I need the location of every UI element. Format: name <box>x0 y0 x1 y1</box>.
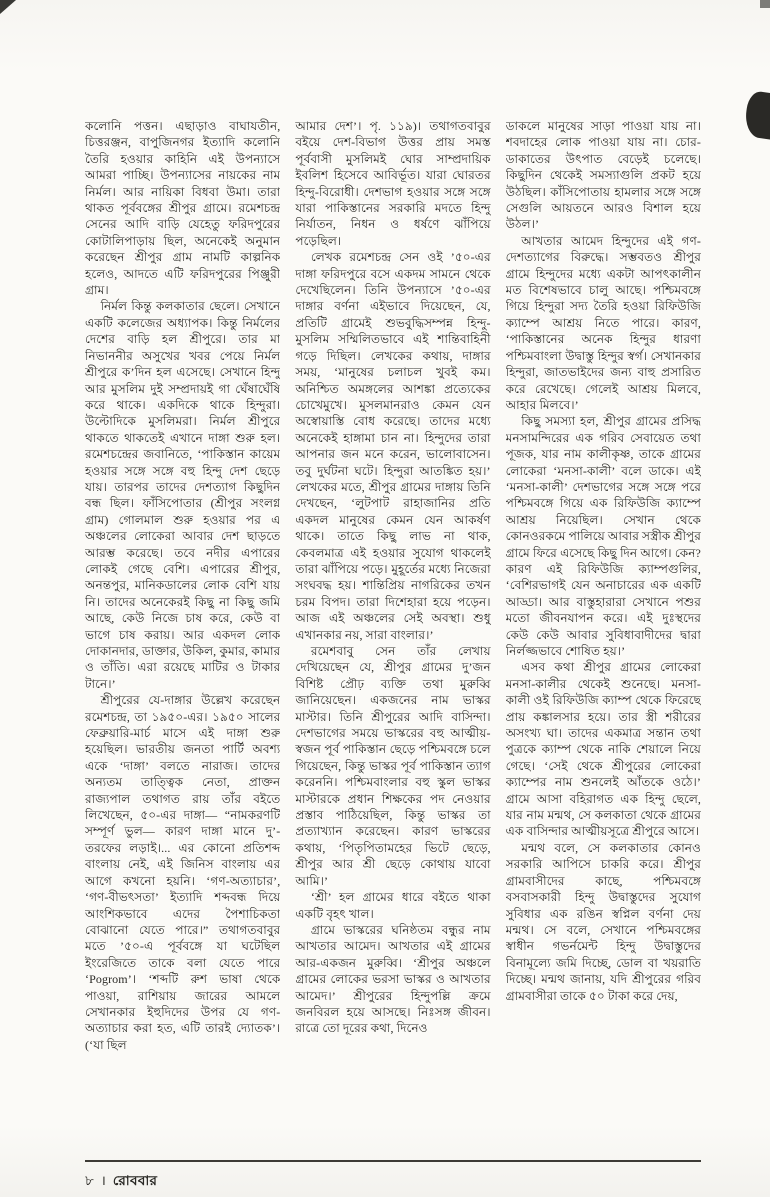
page-footer <box>85 1160 701 1193</box>
article-body <box>85 118 701 1160</box>
paragraph: কিছু সমস্যা হল, শ্রীপুর গ্রামের প্রসিদ্ধ মনসামন্দিরের এক গরিব সেবায়েত তথা পূজক, যার নাম কালীকৃষ্ণ, তাকে গ্রামের লোকেরা ‘মনসা-কালী’ বলে ডাকে। এই ‘মনসা-কালী’ দেশভাগের সঙ্গে সঙ্গে পরে পশ্চিমবঙ্গে গিয়ে এক রিফিউজি ক্যাম্পে আশ্রয় নিয়েছিল। সেখান থেকে কোনওরকমে পালিয়ে আবার সস্ত্রীক শ্রীপুর গ্রামে ফিরে এসেছে কিছু দিন আগে। কেন? কারণ এই রিফিউজি ক্যাম্পগুলির, ‘বেশিরভাগই যেন অনাচারের এক একটি আড্ডা। আর বাস্তুহারারা সেখানে পশুর মতো জীবনযাপন করে। এই দুঃস্থদের কেউ কেউ আবার সুবিধাবাদীদের দ্বারা নির্লজ্জভাবে শোষিত হয়।’ <box>505 414 701 658</box>
paragraph: রমেশবাবু সেন তাঁর লেখায় দেখিয়েছেন যে, শ্রীপুর গ্রামের দু’জন বিশিষ্ট প্রৌঢ় ব্যক্তি তথা মুরুব্বি জানিয়েছেন। একজনের নাম ভাস্কর মাস্টার। তিনি শ্রীপুরের আদি বাসিন্দা। দেশভাগের সময়ে ভাস্করের বহু আত্মীয়-স্বজন পূর্ব পাকিস্তান ছেড়ে পশ্চিমবঙ্গে চলে গিয়েছেন, কিন্তু ভাস্কর পূর্ব পাকিস্তান ত্যাগ করেননি। পশ্চিমবাংলার বহু স্কুল ভাস্কর মাস্টারকে প্রধান শিক্ষকের পদ নেওয়ার প্রস্তাব পাঠিয়েছিল, কিন্তু ভাস্কর তা প্রত্যাখ্যান করেছেন। কারণ ভাস্করের কথায়, ‘পিতৃপিতামহের ভিটে ছেড়ে, শ্রীপুর আর শ্রী ছেড়ে কোথায় যাবো আমি।’ <box>295 644 491 888</box>
folio <box>85 1170 701 1193</box>
paragraph: কলোনি পত্তন। এছাড়াও বাঘাযতীন, চিত্তরঞ্জন, বাপুজিনগর ইত্যাদি কলোনি তৈরি হওয়ার কাহিনি এই উপন্যাসে আমরা পাচ্ছি। উপন্যাসের নায়কের নাম নির্মল। আর নায়িকা বিধবা উমা। তারা থাকত পূর্ববঙ্গের শ্রীপুর গ্রামে। রমেশচন্দ্র সেনের আদি বাড়ি যেহেতু ফরিদপুরের কোটালিপাড়ায় ছিল, অনেকেই অনুমান করেছেন শ্রীপুর গ্রাম নামটি কাল্পনিক হলেও, আদতে এটি ফরিদপুরের পিঞ্জুরী গ্রাম। <box>85 119 281 298</box>
paragraph: আখতার আমেদ হিন্দুদের এই গণ-দেশত্যাগের বিরুদ্ধে। সম্ভবতও শ্রীপুর গ্রামে হিন্দুদের মধ্যে একটা আপৎকালীন মত বিশেষভাবে চালু আছে। পশ্চিমবঙ্গে গিয়ে হিন্দুরা সদ্য তৈরি হওয়া রিফিউজি ক্যাম্পে আশ্রয় নিতে পারে। কারণ, ‘পাকিস্তানের অনেক হিন্দুর ধারণা পশ্চিমবাংলা উদ্বাস্তু হিন্দুর স্বর্গ। সেখানকার হিন্দুরা, জাতভাইদের জন্য বাহু প্রসারিত করে রেখেছে। গেলেই আশ্রয় মিলবে, আহার মিলবে।’ <box>505 233 701 412</box>
text-column-3 <box>506 118 701 1160</box>
page-number: ৮ <box>85 1172 94 1188</box>
paragraph: ‘শ্রী’ হল গ্রামের ধারে বইতে থাকা একটি বৃহৎ খাল। <box>295 890 491 921</box>
paragraph: শ্রীপুরের যে-দাঙ্গার উল্লেখ করেছেন রমেশচন্দ্র, তা ১৯৫০-এর। ১৯৫০ সালের ফেব্রুয়ারি-মার্চ মাসে এই দাঙ্গা শুরু হয়েছিল। ভারতীয় জনতা পার্টি অবশ্য একে ‘দাঙ্গা’ বলতে নারাজ। তাদের অন্যতম তাত্ত্বিক নেতা, প্রাক্তন রাজ্যপাল তথাগত রায় তাঁর বইতে লিখেছেন, ৫০-এর দাঙ্গা— “নামকরণটি সম্পূর্ণ ভুল— কারণ দাঙ্গা মানে দু’-তরফের লড়াই।... এর কোনো প্রতিশব্দ বাংলায় নেই, এই জিনিস বাংলায় এর আগে কখনো হয়নি। ‘গণ-অত্যাচার’, ‘গণ-বীভৎসতা’ ইত্যাদি শব্দবন্ধ দিয়ে আংশিকভাবে এদের পৈশাচিকতা বোঝানো যেতে পারে।” তথাগতবাবুর মতে ’৫০-এ পূর্ববঙ্গে যা ঘটেছিল ইংরেজিতে তাকে বলা যেতে পারে ‘Pogrom’। ‘শব্দটি রুশ ভাষা থেকে পাওয়া, রাশিয়ায় জারের আমলে সেখানকার ইহুদিদের উপর যে গণ-অত্যাচার করা হত, এটি তারই দ্যোতক’। (‘যা ছিল <box>85 693 281 1052</box>
scan-artifact-top-left <box>0 0 16 14</box>
paragraph: লেখক রমেশচন্দ্র সেন ওই ’৫০-এর দাঙ্গা ফরিদপুরে বসে একদম সামনে থেকে দেখেছিলেন। তিনি উপন্যাসে ’৫০-এর দাঙ্গার বর্ণনা এইভাবে দিয়েছেন, যে, প্রতিটি গ্রামেই শুভবুদ্ধিসম্পন্ন হিন্দু-মুসলিম সম্মিলিতভাবে এই শান্তিবাহিনী গড়ে দিছিল। লেখকের কথায়, দাঙ্গার সময়, ‘মানুষের চলাচল খুবই কম। অনিশ্চিত অমঙ্গলের আশঙ্কা প্রত্যেকের চোখেমুখে। মুসলমানরাও কেমন যেন অস্বোয়াস্তি বোধ করেছে। তাদের মধ্যে অনেকেই হাঙ্গামা চান না। হিন্দুদের তারা আপনার জন মনে করেন, ভালোবাসেন। তবু দুর্ঘটনা ঘটে। হিন্দুরা আতঙ্কিত হয়।’ লেখকের মতে, শ্রীপুর গ্রামের দাঙ্গায় তিনি দেখছেন, ‘লুটপাট রাহাজানির প্রতি একদল মানুষের কেমন যেন আকর্ষণ থাকে। তাতে কিছু লাভ না থাক, কেবলমাত্র এই হওয়ার সুযোগ থাকলেই তারা ঝাঁপিয়ে পড়ে। মুহূর্তের মধ্যে নিজেরা সংঘবদ্ধ হয়। শান্তিপ্রিয় নাগরিকের তখন চরম বিপদ। তারা দিশেহারা হয়ে পড়েন। আজ এই অঞ্চলের সেই অবস্থা। শুধু এখানকার নয়, সারা বাংলার।’ <box>295 250 491 642</box>
scan-artifact-right-edge <box>743 90 770 140</box>
text-column-2 <box>295 118 490 1160</box>
paragraph: ডাকলে মানুষের সাড়া পাওয়া যায় না। শবদাহের লোক পাওয়া যায় না। চোর-ডাকাতের উৎপাত বেড়েই চলেছে। কিছুদিন থেকেই সমস্যাগুলি প্রকট হয়ে উঠছিল। কাঁসিপোতায় হামলার সঙ্গে সঙ্গে সেগুলি আয়তনে আরও বিশাল হয়ে উঠল।’ <box>505 119 701 232</box>
publication-name: রোববার <box>112 1172 158 1188</box>
paragraph: এসব কথা শ্রীপুর গ্রামের লোকেরা মনসা-কালীর থেকেই শুনেছে। মনসা-কালী ওই রিফিউজি ক্যাম্প থেকে ফিরেছে প্রায় কঙ্কালসার হয়ে। তার স্ত্রী শরীরের অসংখ্য ঘা। তাদের একমাত্র সন্তান তথা পুত্রকে ক্যাম্প থেকে নাকি শেয়ালে নিয়ে গেছে। ‘সেই থেকে শ্রীপুরের লোকেরা ক্যাম্পের নাম শুনলেই আঁতকে ওঠে।’ গ্রামে আসা বহিরাগত এক হিন্দু ছেলে, যার নাম মন্মথ, সে কলকাতা থেকে গ্রামের এক বাসিন্দার আত্মীয়সূত্রে শ্রীপুরে আসে। <box>505 660 701 839</box>
paragraph: গ্রামে ভাস্করের ঘনিষ্ঠতম বন্ধুর নাম আখতার আমেদ। আখতার এই গ্রামের আর-একজন মুরুব্বি। ‘শ্রীপুর অঞ্চলে গ্রামের লোকের ভরসা ভাস্কর ও আখতার আমেদ।’ শ্রীপুরের হিন্দুপল্লি ক্রমে জনবিরল হয়ে আসছে। নিঃসঙ্গ জীবন। রাত্রে তো দূরের কথা, দিনেও <box>295 922 491 1036</box>
text-column-1 <box>85 118 280 1160</box>
footer-separator: । <box>100 1172 106 1188</box>
scan-artifact-top-right-corner <box>760 0 770 8</box>
paragraph: মন্মথ বলে, সে কলকাতার কোনও সরকারি আপিসে চাকরি করে। শ্রীপুর গ্রামবাসীদের কাছে, পশ্চিমবঙ্গে বসবাসকারী হিন্দু উদ্বাস্তুদের সুযোগ সুবিধার এক রঙিন স্বপ্নিল বর্ণনা দেয় মন্মথ। সে বলে, সেখানে পশ্চিমবঙ্গের স্বাধীন গভর্নমেন্ট হিন্দু উদ্বাস্তুদের বিনামূল্যে জমি দিচ্ছে, ডোল বা খয়রাতি দিচ্ছে। মন্মথ জানায়, যদি শ্রীপুরের গরিব গ্রামবাসীরা তাকে ৫০ টাকা করে দেয়, <box>505 840 701 1003</box>
footer-rule <box>85 1160 701 1162</box>
paragraph: আমার দেশ’। পৃ. ১১৯)। তথাগতবাবুর বইয়ে দেশ-বিভাগ উত্তর প্রায় সমস্ত পূর্ববাসী মুসলিমই ঘোর সাম্প্রদায়িক ইবলিশ হিসেবে আবির্ভূত। যারা ঘোরতর হিন্দু-বিরোধী। দেশভাগ হওয়ার সঙ্গে সঙ্গে যারা পাকিস্তানের সরকারি মদতে হিন্দু নির্যাতন, নিধন ও ধর্ষণে ঝাঁপিয়ে পড়েছিল। <box>295 119 491 248</box>
paragraph: নির্মল কিন্তু কলকাতার ছেলে। সেখানে একটি কলেজের অধ্যাপক। কিন্তু নির্মলের দেশের বাড়ি হল শ্রীপুরে। তার মা নিভাননীর অসুখের খবর পেয়ে নির্মল শ্রীপুরে ক’দিন হল এসেছে। সেখানে হিন্দু আর মুসলিম দুই সম্প্রদায়ই গা ঘেঁষাঘেঁষি করে থাকে। একদিকে থাকে হিন্দুরা। উল্টোদিকে মুসলিমরা। নির্মল শ্রীপুরে থাকতে থাকতেই এখানে দাঙ্গা শুরু হল। রমেশচন্দ্রের জবানিতে, ‘পাকিস্তান কায়েম হওয়ার সঙ্গে সঙ্গে বহু হিন্দু দেশ ছেড়ে যায়। তারপর তাদের দেশত্যাগ কিছুদিন বন্ধ ছিল। ফাঁসিপোতার (শ্রীপুর সংলগ্ন গ্রাম) গোলমাল শুরু হওয়ার পর এ অঞ্চলের লোকেরা আবার দেশ ছাড়তে আরম্ভ করেছে। তবে নদীর এপারের লোকই গেছে বেশি। এপারের শ্রীপুর, অনন্তপুর, মানিকডালের লোক বেশি যায় নি। তাদের অনেকেরই কিছু না কিছু জমি আছে, কেউ নিজে চাষ করে, কেউ বা ভাগে চাষ করায়। আর একদল লোক দোকানদার, ডাক্তার, উকিল, কুমার, কামার ও তাঁতি। এরা রয়েছে মাটির ও টাকার টানে।’ <box>85 299 281 691</box>
